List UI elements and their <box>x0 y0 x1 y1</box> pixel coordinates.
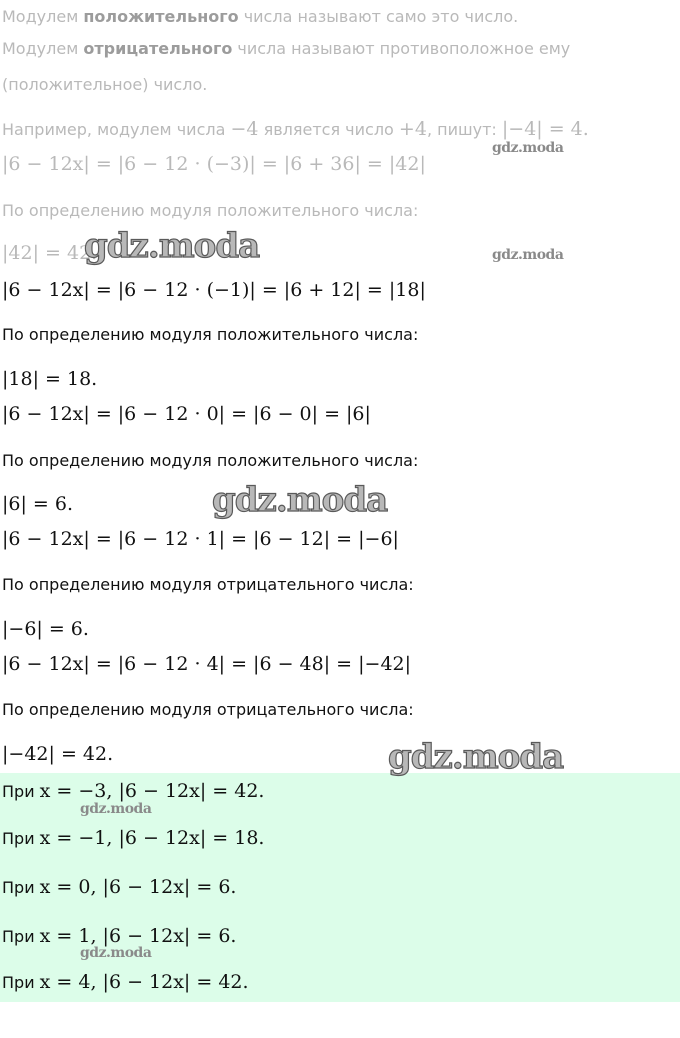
step-rule: По определению модуля положительного числа: <box>2 451 419 470</box>
step-rule: По определению модуля положительного числа: <box>2 201 419 220</box>
step-rule: По определению модуля отрицательного числа: <box>2 700 414 719</box>
step-result: |−6| = 6. <box>2 618 89 640</box>
answer-line <box>2 875 236 899</box>
step-result: |42| = 42. <box>2 242 98 264</box>
step-result: |6| = 6. <box>2 493 74 515</box>
example-result: +4 <box>398 118 427 140</box>
answer-formula: x = −3, |6 − 12x| = 42. <box>39 780 265 802</box>
example-number: −4 <box>230 118 259 140</box>
intro-line-3 <box>2 74 207 96</box>
answer-line <box>2 779 264 803</box>
intro-text: числа называют противоположное ему <box>232 39 571 58</box>
answer-formula: x = −1, |6 − 12x| = 18. <box>39 827 265 849</box>
answer-formula: x = 1, |6 − 12x| = 6. <box>39 925 237 947</box>
watermark-logo: gdz.moda <box>80 945 152 961</box>
answer-formula: x = 4, |6 − 12x| = 42. <box>39 971 249 993</box>
watermark-logo: gdz.moda <box>84 226 260 266</box>
step-rule: По определению модуля отрицательного числа: <box>2 575 414 594</box>
answer-prefix: При <box>2 782 40 801</box>
answer-prefix: При <box>2 927 40 946</box>
step-result: |18| = 18. <box>2 368 98 390</box>
intro-bold-word: положительного <box>83 7 239 26</box>
step-result: |−42| = 42. <box>2 743 114 765</box>
answer-prefix: При <box>2 829 40 848</box>
watermark-logo: gdz.moda <box>492 140 564 156</box>
intro-text: Модулем <box>2 7 84 26</box>
watermark-logo: gdz.moda <box>80 801 152 817</box>
intro-text: числа называют само это число. <box>238 7 519 26</box>
step-calc: |6 − 12x| = |6 − 12 · 1| = |6 − 12| = |−6| <box>2 528 399 550</box>
step-calc: |6 − 12x| = |6 − 12 · 4| = |6 − 48| = |−42| <box>2 653 412 675</box>
step-rule: По определению модуля положительного числа: <box>2 325 419 344</box>
intro-example <box>2 117 589 141</box>
intro-text: Модулем <box>2 39 84 58</box>
intro-line-2 <box>2 38 570 60</box>
step-calc: |6 − 12x| = |6 − 12 · 0| = |6 − 0| = |6| <box>2 403 371 425</box>
example-text: является число <box>258 120 399 139</box>
watermark-logo: gdz.moda <box>212 480 388 520</box>
answer-formula: x = 0, |6 − 12x| = 6. <box>39 876 237 898</box>
example-text: Например, модулем числа <box>2 120 231 139</box>
watermark-logo: gdz.moda <box>388 737 564 777</box>
answer-line <box>2 970 249 994</box>
intro-line-1 <box>2 6 518 28</box>
step-calc: |6 − 12x| = |6 − 12 · (−1)| = |6 + 12| = |18| <box>2 279 426 301</box>
example-formula: |−4| = 4. <box>501 118 589 140</box>
answer-line <box>2 826 264 850</box>
intro-text: (положительное) число. <box>2 75 208 94</box>
example-text: , пишут: <box>426 120 502 139</box>
answer-prefix: При <box>2 973 40 992</box>
intro-bold-word: отрицательного <box>83 39 233 58</box>
answer-prefix: При <box>2 878 40 897</box>
step-calc: |6 − 12x| = |6 − 12 · (−3)| = |6 + 36| = |42| <box>2 153 426 175</box>
watermark-logo: gdz.moda <box>492 247 564 263</box>
